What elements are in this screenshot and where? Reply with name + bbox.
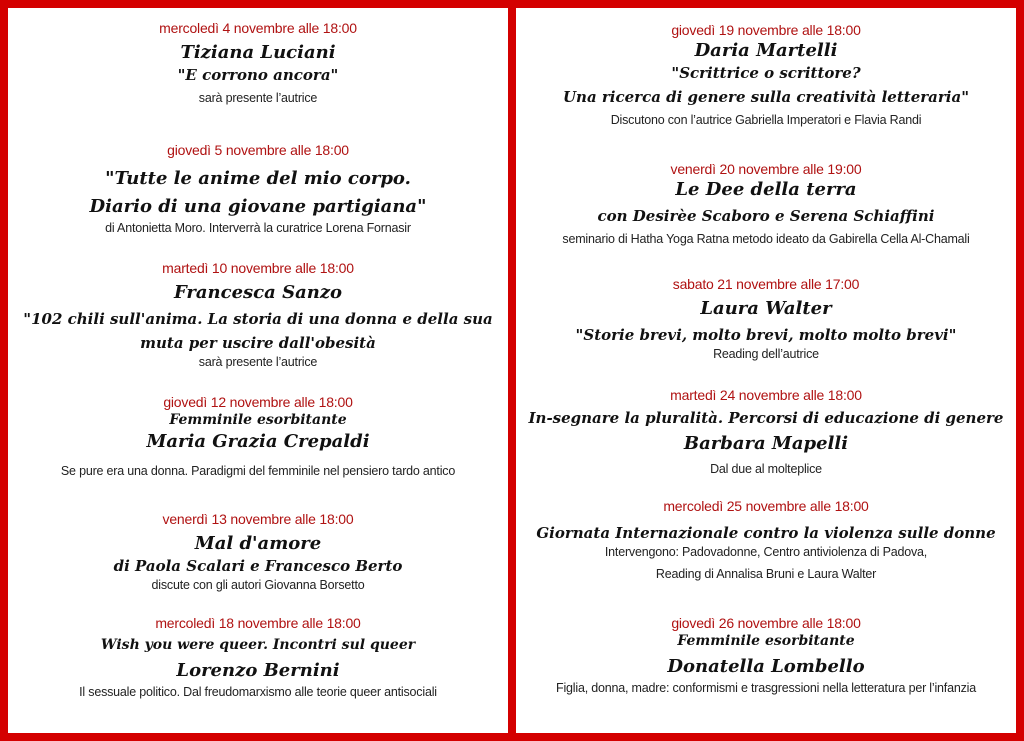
event-subtitle-line2: Una ricerca di genere sulla creatività letteraria" (562, 88, 970, 106)
event-subtitle: "E corrono ancora" (177, 66, 339, 84)
event-daria-martelli (516, 22, 1016, 129)
event-description: di Antonietta Moro. Interverrà la curatrice Lorena Fornasir (105, 221, 411, 235)
event-title: Laura Walter (700, 298, 832, 319)
event-laura-walter (516, 276, 1016, 363)
event-date: giovedì 19 novembre alle 18:00 (671, 22, 861, 38)
left-panel (8, 8, 508, 733)
event-subtitle: "Scrittrice o scrittore? (671, 64, 861, 82)
event-subtitle-line2: muta per uscire dall'obesità (140, 334, 376, 352)
event-description: Reading dell’autrice (713, 347, 819, 361)
event-le-dee-della-terra (516, 161, 1016, 248)
event-date: martedì 10 novembre alle 18:00 (162, 260, 354, 276)
event-title: Maria Grazia Crepaldi (146, 431, 370, 452)
event-description: Discutono con l’autrice Gabriella Imperatori e Flavia Randi (610, 113, 922, 127)
event-title: Giornata Internazionale contro la violenza sulle donne (536, 524, 996, 542)
event-subtitle: "Storie brevi, molto brevi, molto molto brevi" (575, 326, 957, 344)
event-date: mercoledì 4 novembre alle 18:00 (159, 20, 357, 36)
event-description: discute con gli autori Giovanna Borsetto (151, 578, 365, 592)
event-pretitle: In-segnare la pluralità. Percorsi di educazione di genere (528, 409, 1004, 427)
event-tutte-le-anime (8, 142, 508, 237)
right-panel (516, 8, 1016, 733)
event-date: sabato 21 novembre alle 17:00 (672, 276, 860, 292)
event-date: giovedì 5 novembre alle 18:00 (167, 142, 349, 158)
event-description: sarà presente l’autrice (198, 355, 318, 369)
event-date: martedì 24 novembre alle 18:00 (670, 387, 862, 403)
event-date: giovedì 26 novembre alle 18:00 (671, 615, 861, 631)
event-francesca-sanzo (8, 260, 508, 371)
event-subtitle: "102 chili sull'anima. La storia di una donna e della sua (23, 310, 493, 328)
event-subtitle: di Paola Scalari e Francesco Berto (113, 557, 403, 575)
event-title-line2: Diario di una giovane partigiana" (89, 196, 427, 217)
event-tiziana-luciani (8, 20, 508, 107)
event-pretitle: Femminile esorbitante (169, 412, 347, 428)
event-title: Tiziana Luciani (180, 42, 336, 63)
event-giornata-internazionale (516, 498, 1016, 583)
event-description: Il sessuale politico. Dal freudomarxismo alle teorie queer antisociali (79, 685, 437, 699)
event-title: Mal d'amore (194, 533, 322, 554)
event-pretitle: Wish you were queer. Incontri sul queer (100, 637, 416, 653)
event-donatella-lombello (516, 615, 1016, 697)
event-title: Donatella Lombello (667, 656, 865, 677)
event-title: Francesca Sanzo (173, 282, 343, 303)
event-date: mercoledì 25 novembre alle 18:00 (663, 498, 869, 514)
event-title: Daria Martelli (694, 40, 838, 61)
event-description: Se pure era una donna. Paradigmi del femminile nel pensiero tardo antico (60, 464, 456, 478)
event-description: Figlia, donna, madre: conformismi e trasgressioni nella letteratura per l’infanzia (556, 681, 976, 695)
event-description: Dal due al molteplice (710, 462, 822, 476)
event-subtitle: con Desirèe Scaboro e Serena Schiaffini (597, 207, 935, 225)
event-lorenzo-bernini (8, 615, 508, 701)
event-maria-grazia-crepaldi (8, 394, 508, 480)
event-date: mercoledì 18 novembre alle 18:00 (155, 615, 361, 631)
event-date: venerdì 20 novembre alle 19:00 (670, 161, 862, 177)
event-description: Intervengono: Padovadonne, Centro antiviolenza di Padova, (604, 545, 928, 559)
event-title: Barbara Mapelli (683, 433, 849, 454)
event-title: "Tutte le anime del mio corpo. (105, 168, 411, 189)
event-title: Lorenzo Bernini (176, 660, 340, 681)
event-barbara-mapelli (516, 387, 1016, 478)
event-title: Le Dee della terra (675, 179, 857, 200)
event-date: giovedì 12 novembre alle 18:00 (163, 394, 353, 410)
event-description: sarà presente l’autrice (198, 91, 318, 105)
event-description-line2: Reading di Annalisa Bruni e Laura Walter (655, 567, 877, 581)
event-date: venerdì 13 novembre alle 18:00 (162, 511, 354, 527)
event-description: seminario di Hatha Yoga Ratna metodo ideato da Gabirella Cella Al-Chamali (562, 232, 970, 246)
event-mal-damore (8, 511, 508, 594)
event-pretitle: Femminile esorbitante (677, 633, 855, 649)
